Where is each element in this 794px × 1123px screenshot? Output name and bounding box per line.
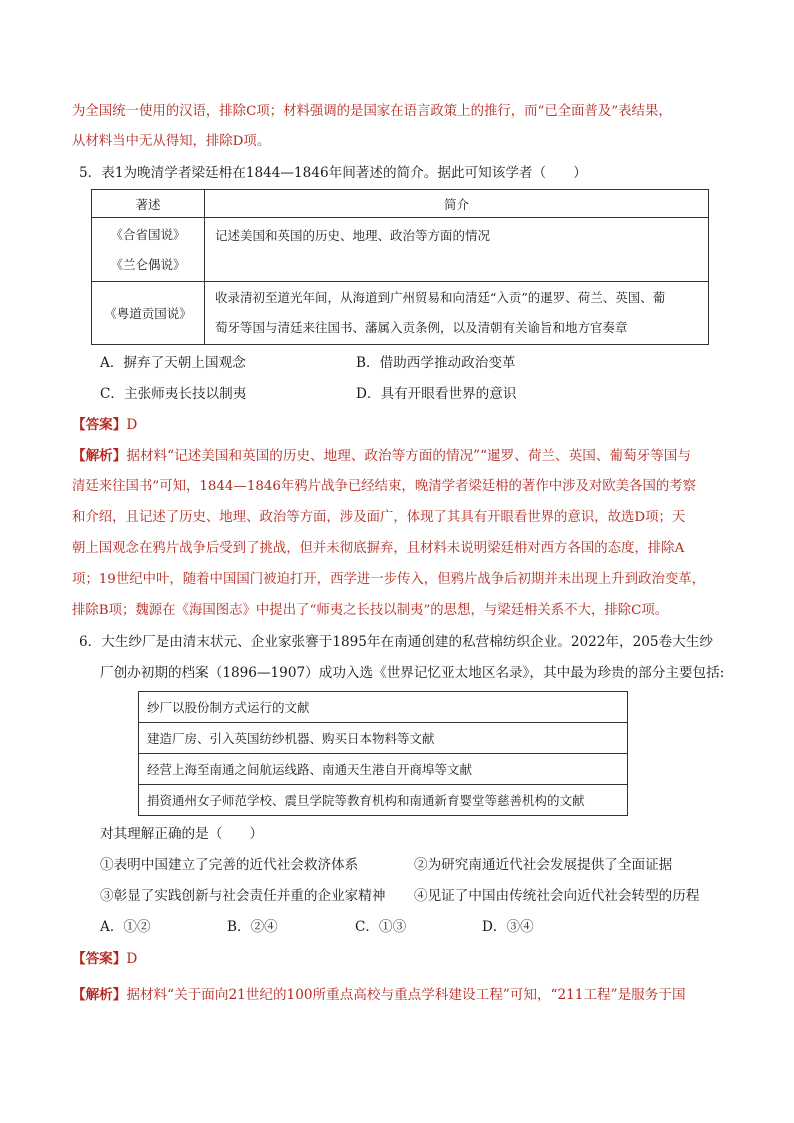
q6-table-row-2: 建造厂房、引入英国纺纱机器、购买日本物料等文献 — [139, 723, 628, 754]
q6-prompt: 对其理解正确的是（ ） — [100, 826, 264, 842]
q5-analysis-label: 【解析】 — [72, 448, 127, 464]
q6-table-row-4: 捐资通州女子师范学校、震旦学院等教育机构和南通新育婴堂等慈善机构的文献 — [139, 785, 628, 816]
q5-analysis-text-1: 据材料“记述美国和英国的历史、地理、政治等方面的情况”“暹罗、荷兰、英国、葡萄牙等国与 — [126, 448, 691, 464]
prev-analysis-line-1: 为全国统一使用的汉语，排除C项；材料强调的是国家在语言政策上的推行，而“已全面普及”表结果， — [72, 104, 672, 119]
q6-statement-4: ④见证了中国由传统社会向近代社会转型的历程 — [414, 888, 700, 904]
q6-option-c[interactable]: C．①③ — [355, 919, 407, 935]
q5-analysis-line-6: 排除B项；魏源在《海国图志》中提出了“师夷之长技以制夷”的思想，与梁廷枏关系不大，排除C项。 — [72, 603, 669, 618]
table-row — [92, 282, 709, 345]
q6-option-a[interactable]: A．①② — [100, 919, 151, 935]
q5-header-works: 著述 — [92, 190, 205, 218]
q6-stem-line-2: 厂创办初期的档案（1896—1907）成功入选《世界记忆亚太地区名录》，其中最为珍贵的部分主要包括: — [100, 665, 725, 681]
q6-analysis-label: 【解析】 — [72, 987, 127, 1003]
q5-row1-works — [92, 218, 205, 282]
q6-table-row-3: 经营上海至南通之间航运线路、南通天生港自开商埠等文献 — [139, 754, 628, 785]
prev-analysis-line-2: 从材料当中无从得知，排除D项。 — [72, 134, 271, 149]
q5-row1-intro: 记述美国和英国的历史、地理、政治等方面的情况 — [205, 218, 709, 282]
q6-answer-value: D — [126, 951, 138, 967]
table-row — [139, 692, 628, 723]
q6-statement-2: ②为研究南通近代社会发展提供了全面证据 — [414, 857, 673, 873]
q5-answer-value: D — [126, 417, 138, 433]
q5-work-lanlun: 《兰仑偶说》 — [110, 256, 186, 272]
q6-analysis-text: 据材料“关于面向21世纪的100所重点高校与重点学科建设工程”可知，“211工程”是服务于国 — [126, 987, 686, 1003]
q6-statement-3: ③彰显了实践创新与社会责任并重的企业家精神 — [100, 888, 386, 904]
q5-work-heshengguo: 《合省国说》 — [110, 226, 186, 242]
q5-row2-intro — [205, 282, 709, 345]
q5-row2-work: 《粤道贡国说》 — [92, 282, 205, 345]
table-row — [139, 785, 628, 816]
q5-table-header-row — [92, 190, 709, 218]
q6-statement-1: ①表明中国建立了完善的近代社会救济体系 — [100, 857, 359, 873]
q5-option-a[interactable]: A．摒弃了天朝上国观念 — [100, 355, 246, 371]
q6-answer-label: 【答案】 — [72, 951, 127, 967]
q6-analysis-line-1 — [72, 986, 686, 1004]
q5-option-b[interactable]: B．借助西学推动政治变革 — [356, 355, 516, 371]
q5-analysis-line-3: 和介绍，且记述了历史、地理、政治等方面，涉及面广，体现了其具有开眼看世界的意识，故选D项；天 — [72, 510, 686, 525]
q5-analysis-line-4: 朝上国观念在鸦片战争后受到了挑战，但并未彻底摒弃，且材料未说明梁廷枏对西方各国的态度，排除A — [72, 541, 685, 556]
q5-row2-intro-line1: 收录清初至道光年间，从海道到广州贸易和向清廷“入贡”的暹罗、荷兰、英国、葡 — [215, 290, 666, 305]
q5-option-c[interactable]: C．主张师夷长技以制夷 — [100, 386, 247, 402]
q6-option-b[interactable]: B．②④ — [227, 919, 278, 935]
q6-option-d[interactable]: D．③④ — [482, 919, 534, 935]
q6-answer — [72, 950, 137, 968]
table-row — [92, 218, 709, 282]
q5-stem: 5．表1为晚清学者梁廷枏在1844—1846年间著述的简介。据此可知该学者（ ） — [79, 165, 587, 181]
q5-answer — [72, 416, 137, 434]
q5-row2-intro-line2: 萄牙等国与清廷来往国书、藩属入贡条例，以及清朝有关谕旨和地方官奏章 — [215, 320, 628, 335]
q5-analysis-line-5: 项；19世纪中叶，随着中国国门被迫打开，西学进一步传入，但鸦片战争后初期并未出现上升到政治变革， — [72, 572, 706, 587]
q5-analysis-line-2: 清廷来往国书”可知，1844—1846年鸦片战争已经结束，晚清学者梁廷枏的著作中涉及对欧美各国的考察 — [72, 479, 697, 494]
table-row — [139, 723, 628, 754]
q6-stem-line-1: 6．大生纱厂是由清末状元、企业家张謇于1895年在南通创建的私营棉纺织企业。2022年，205卷大生纱 — [79, 634, 713, 650]
q5-header-intro: 简介 — [205, 190, 709, 218]
table-row — [139, 754, 628, 785]
q5-option-d[interactable]: D．具有开眼看世界的意识 — [356, 386, 517, 402]
q6-table-row-1: 纱厂以股份制方式运行的文献 — [139, 692, 628, 723]
q6-table — [138, 691, 628, 816]
q5-analysis-line-1 — [72, 447, 691, 465]
q5-answer-label: 【答案】 — [72, 417, 127, 433]
q5-table — [91, 189, 709, 345]
